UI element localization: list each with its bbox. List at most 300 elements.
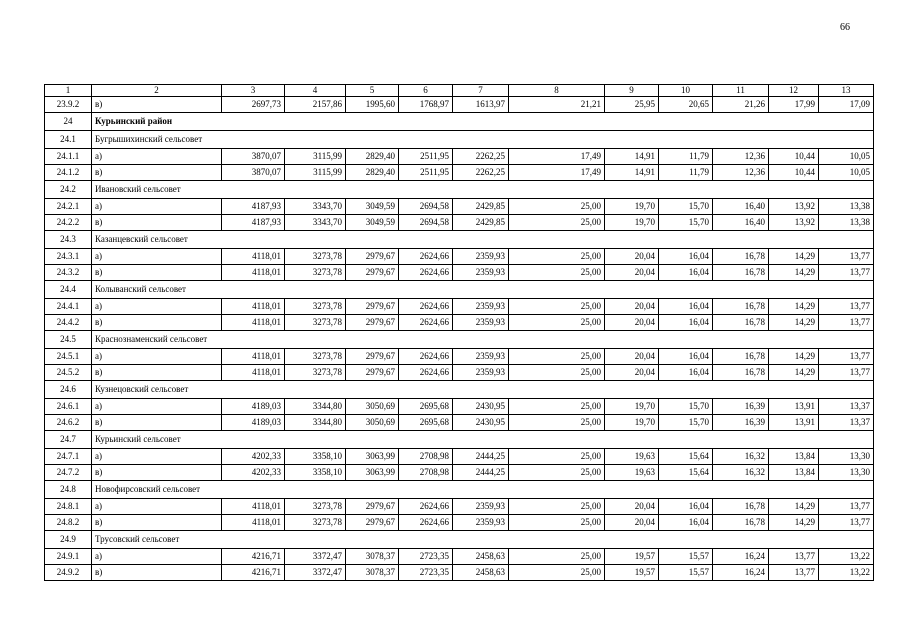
value-cell: 4118,01 xyxy=(222,265,285,281)
settlement-name: Казанцевский сельсовет xyxy=(92,231,874,249)
value-cell: 3273,78 xyxy=(285,249,346,265)
value-cell: 19,70 xyxy=(605,399,659,415)
row-code: 24.6.1 xyxy=(45,399,92,415)
value-cell: 15,64 xyxy=(659,449,713,465)
value-cell: 17,49 xyxy=(509,149,605,165)
value-cell: 25,00 xyxy=(509,499,605,515)
value-cell: 2444,25 xyxy=(453,449,509,465)
table-row xyxy=(45,349,874,365)
value-cell: 14,29 xyxy=(769,365,819,381)
row-option: в) xyxy=(92,415,222,431)
value-cell: 2708,98 xyxy=(399,465,453,481)
value-cell: 25,00 xyxy=(509,365,605,381)
row-code: 24.9.1 xyxy=(45,549,92,565)
value-cell: 2429,85 xyxy=(453,199,509,215)
value-cell: 4118,01 xyxy=(222,499,285,515)
value-cell: 2979,67 xyxy=(346,515,399,531)
table-row xyxy=(45,565,874,581)
value-cell: 3358,10 xyxy=(285,465,346,481)
value-cell: 3273,78 xyxy=(285,265,346,281)
value-cell: 3273,78 xyxy=(285,365,346,381)
row-option: а) xyxy=(92,499,222,515)
value-cell: 2624,66 xyxy=(399,315,453,331)
value-cell: 19,70 xyxy=(605,199,659,215)
value-cell: 2979,67 xyxy=(346,249,399,265)
row-code: 24.3.1 xyxy=(45,249,92,265)
value-cell: 14,91 xyxy=(605,149,659,165)
value-cell: 3078,37 xyxy=(346,549,399,565)
value-cell: 25,00 xyxy=(509,415,605,431)
value-cell: 3078,37 xyxy=(346,565,399,581)
value-cell: 16,24 xyxy=(713,549,769,565)
value-cell: 4118,01 xyxy=(222,299,285,315)
row-code: 24.3 xyxy=(45,231,92,249)
column-number-header: 6 xyxy=(399,85,453,97)
value-cell: 10,05 xyxy=(819,149,874,165)
row-code: 24.5 xyxy=(45,331,92,349)
row-option: в) xyxy=(92,215,222,231)
district-heading-row xyxy=(45,113,874,131)
column-number-header: 9 xyxy=(605,85,659,97)
value-cell: 16,78 xyxy=(713,365,769,381)
value-cell: 2359,93 xyxy=(453,365,509,381)
row-code: 24.6 xyxy=(45,381,92,399)
row-option: а) xyxy=(92,249,222,265)
value-cell: 16,39 xyxy=(713,415,769,431)
value-cell: 14,29 xyxy=(769,349,819,365)
value-cell: 16,04 xyxy=(659,265,713,281)
value-cell: 10,44 xyxy=(769,165,819,181)
value-cell: 25,00 xyxy=(509,549,605,565)
value-cell: 19,57 xyxy=(605,565,659,581)
value-cell: 3115,99 xyxy=(285,149,346,165)
value-cell: 16,04 xyxy=(659,499,713,515)
value-cell: 13,92 xyxy=(769,199,819,215)
row-option: а) xyxy=(92,549,222,565)
value-cell: 2979,67 xyxy=(346,315,399,331)
value-cell: 4202,33 xyxy=(222,465,285,481)
value-cell: 16,04 xyxy=(659,249,713,265)
value-cell: 25,00 xyxy=(509,349,605,365)
value-cell: 25,00 xyxy=(509,465,605,481)
value-cell: 16,04 xyxy=(659,349,713,365)
table-row xyxy=(45,465,874,481)
settlement-heading-row xyxy=(45,431,874,449)
value-cell: 13,84 xyxy=(769,449,819,465)
row-option: в) xyxy=(92,315,222,331)
row-option: в) xyxy=(92,97,222,113)
table-row xyxy=(45,399,874,415)
row-code: 24 xyxy=(45,113,92,131)
value-cell: 2979,67 xyxy=(346,349,399,365)
value-cell: 3273,78 xyxy=(285,299,346,315)
settlement-name: Колыванский сельсовет xyxy=(92,281,874,299)
value-cell: 3358,10 xyxy=(285,449,346,465)
value-cell: 3870,07 xyxy=(222,165,285,181)
settlement-heading-row xyxy=(45,531,874,549)
value-cell: 2624,66 xyxy=(399,249,453,265)
value-cell: 16,78 xyxy=(713,315,769,331)
value-cell: 16,78 xyxy=(713,515,769,531)
row-code: 24.4 xyxy=(45,281,92,299)
page-number: 66 xyxy=(840,22,850,33)
value-cell: 17,09 xyxy=(819,97,874,113)
settlement-heading-row xyxy=(45,381,874,399)
row-code: 24.6.2 xyxy=(45,415,92,431)
value-cell: 14,91 xyxy=(605,165,659,181)
value-cell: 16,40 xyxy=(713,215,769,231)
value-cell: 1995,60 xyxy=(346,97,399,113)
column-number-header: 10 xyxy=(659,85,713,97)
row-option: в) xyxy=(92,465,222,481)
column-number-header: 12 xyxy=(769,85,819,97)
table-row xyxy=(45,215,874,231)
value-cell: 25,00 xyxy=(509,515,605,531)
value-cell: 3344,80 xyxy=(285,399,346,415)
table-row xyxy=(45,365,874,381)
value-cell: 16,78 xyxy=(713,265,769,281)
settlement-heading-row xyxy=(45,131,874,149)
row-option: в) xyxy=(92,265,222,281)
value-cell: 4189,03 xyxy=(222,415,285,431)
value-cell: 2359,93 xyxy=(453,265,509,281)
value-cell: 3049,59 xyxy=(346,215,399,231)
value-cell: 25,00 xyxy=(509,565,605,581)
row-code: 23.9.2 xyxy=(45,97,92,113)
value-cell: 14,29 xyxy=(769,299,819,315)
row-option: в) xyxy=(92,165,222,181)
settlement-heading-row xyxy=(45,481,874,499)
value-cell: 15,57 xyxy=(659,549,713,565)
value-cell: 25,00 xyxy=(509,299,605,315)
column-number-header: 2 xyxy=(92,85,222,97)
value-cell: 2359,93 xyxy=(453,349,509,365)
value-cell: 4216,71 xyxy=(222,549,285,565)
value-cell: 14,29 xyxy=(769,515,819,531)
value-cell: 2430,95 xyxy=(453,399,509,415)
row-code: 24.2.2 xyxy=(45,215,92,231)
row-code: 24.8.2 xyxy=(45,515,92,531)
value-cell: 17,49 xyxy=(509,165,605,181)
value-cell: 16,04 xyxy=(659,299,713,315)
district-name: Курьинский район xyxy=(92,113,874,131)
value-cell: 1768,97 xyxy=(399,97,453,113)
value-cell: 21,26 xyxy=(713,97,769,113)
value-cell: 16,32 xyxy=(713,465,769,481)
row-option: в) xyxy=(92,515,222,531)
value-cell: 13,91 xyxy=(769,399,819,415)
value-cell: 13,77 xyxy=(819,365,874,381)
column-number-header: 3 xyxy=(222,85,285,97)
value-cell: 13,77 xyxy=(819,249,874,265)
value-cell: 14,29 xyxy=(769,315,819,331)
value-cell: 2979,67 xyxy=(346,499,399,515)
row-code: 24.1.2 xyxy=(45,165,92,181)
row-code: 24.7 xyxy=(45,431,92,449)
settlement-name: Новофирсовский сельсовет xyxy=(92,481,874,499)
value-cell: 3273,78 xyxy=(285,349,346,365)
row-code: 24.2 xyxy=(45,181,92,199)
value-cell: 2708,98 xyxy=(399,449,453,465)
settlement-heading-row xyxy=(45,281,874,299)
value-cell: 3273,78 xyxy=(285,499,346,515)
value-cell: 1613,97 xyxy=(453,97,509,113)
row-code: 24.1.1 xyxy=(45,149,92,165)
value-cell: 19,70 xyxy=(605,215,659,231)
value-cell: 13,77 xyxy=(819,349,874,365)
value-cell: 13,77 xyxy=(819,499,874,515)
value-cell: 16,32 xyxy=(713,449,769,465)
value-cell: 12,36 xyxy=(713,165,769,181)
row-option: в) xyxy=(92,365,222,381)
table-row xyxy=(45,199,874,215)
value-cell: 2359,93 xyxy=(453,315,509,331)
value-cell: 2624,66 xyxy=(399,515,453,531)
row-option: а) xyxy=(92,149,222,165)
value-cell: 2723,35 xyxy=(399,565,453,581)
value-cell: 2829,40 xyxy=(346,165,399,181)
value-cell: 16,04 xyxy=(659,365,713,381)
value-cell: 16,78 xyxy=(713,299,769,315)
row-option: а) xyxy=(92,399,222,415)
value-cell: 13,77 xyxy=(769,565,819,581)
column-number-header: 5 xyxy=(346,85,399,97)
table-row xyxy=(45,515,874,531)
value-cell: 19,63 xyxy=(605,465,659,481)
value-cell: 3344,80 xyxy=(285,415,346,431)
row-code: 24.8 xyxy=(45,481,92,499)
value-cell: 15,70 xyxy=(659,415,713,431)
value-cell: 13,91 xyxy=(769,415,819,431)
row-code: 24.8.1 xyxy=(45,499,92,515)
settlement-heading-row xyxy=(45,181,874,199)
value-cell: 13,84 xyxy=(769,465,819,481)
table-row xyxy=(45,165,874,181)
value-cell: 20,04 xyxy=(605,365,659,381)
value-cell: 13,77 xyxy=(819,515,874,531)
row-code: 24.1 xyxy=(45,131,92,149)
settlement-name: Краснознаменский сельсовет xyxy=(92,331,874,349)
column-number-header: 7 xyxy=(453,85,509,97)
value-cell: 2624,66 xyxy=(399,499,453,515)
settlement-name: Курьинский сельсовет xyxy=(92,431,874,449)
value-cell: 13,77 xyxy=(819,299,874,315)
row-code: 24.7.2 xyxy=(45,465,92,481)
value-cell: 12,36 xyxy=(713,149,769,165)
settlement-name: Кузнецовский сельсовет xyxy=(92,381,874,399)
value-cell: 13,77 xyxy=(819,265,874,281)
value-cell: 11,79 xyxy=(659,149,713,165)
value-cell: 2979,67 xyxy=(346,365,399,381)
value-cell: 2430,95 xyxy=(453,415,509,431)
value-cell: 15,70 xyxy=(659,399,713,415)
value-cell: 2359,93 xyxy=(453,299,509,315)
value-cell: 20,65 xyxy=(659,97,713,113)
value-cell: 3343,70 xyxy=(285,199,346,215)
value-cell: 13,37 xyxy=(819,399,874,415)
row-option: в) xyxy=(92,565,222,581)
value-cell: 4187,93 xyxy=(222,199,285,215)
value-cell: 15,64 xyxy=(659,465,713,481)
value-cell: 3870,07 xyxy=(222,149,285,165)
value-cell: 3063,99 xyxy=(346,449,399,465)
value-cell: 16,04 xyxy=(659,315,713,331)
value-cell: 25,00 xyxy=(509,315,605,331)
row-code: 24.2.1 xyxy=(45,199,92,215)
value-cell: 25,00 xyxy=(509,399,605,415)
value-cell: 3050,69 xyxy=(346,415,399,431)
value-cell: 20,04 xyxy=(605,249,659,265)
settlement-heading-row xyxy=(45,331,874,349)
value-cell: 13,38 xyxy=(819,215,874,231)
row-code: 24.5.2 xyxy=(45,365,92,381)
value-cell: 2359,93 xyxy=(453,499,509,515)
value-cell: 10,05 xyxy=(819,165,874,181)
value-cell: 25,00 xyxy=(509,249,605,265)
value-cell: 3063,99 xyxy=(346,465,399,481)
table-row xyxy=(45,449,874,465)
value-cell: 20,04 xyxy=(605,515,659,531)
value-cell: 13,30 xyxy=(819,465,874,481)
value-cell: 3372,47 xyxy=(285,549,346,565)
table-row xyxy=(45,315,874,331)
value-cell: 4187,93 xyxy=(222,215,285,231)
value-cell: 16,04 xyxy=(659,515,713,531)
value-cell: 16,78 xyxy=(713,249,769,265)
row-code: 24.9.2 xyxy=(45,565,92,581)
value-cell: 15,70 xyxy=(659,199,713,215)
value-cell: 20,04 xyxy=(605,265,659,281)
value-cell: 3049,59 xyxy=(346,199,399,215)
tariff-table xyxy=(44,84,874,581)
value-cell: 2624,66 xyxy=(399,265,453,281)
value-cell: 2262,25 xyxy=(453,149,509,165)
value-cell: 13,37 xyxy=(819,415,874,431)
value-cell: 21,21 xyxy=(509,97,605,113)
value-cell: 2697,73 xyxy=(222,97,285,113)
value-cell: 2444,25 xyxy=(453,465,509,481)
value-cell: 25,00 xyxy=(509,215,605,231)
value-cell: 16,39 xyxy=(713,399,769,415)
value-cell: 25,00 xyxy=(509,199,605,215)
row-code: 24.4.2 xyxy=(45,315,92,331)
value-cell: 25,00 xyxy=(509,449,605,465)
value-cell: 14,29 xyxy=(769,499,819,515)
value-cell: 13,22 xyxy=(819,565,874,581)
value-cell: 2511,95 xyxy=(399,165,453,181)
value-cell: 4118,01 xyxy=(222,349,285,365)
value-cell: 25,95 xyxy=(605,97,659,113)
value-cell: 11,79 xyxy=(659,165,713,181)
table-row xyxy=(45,249,874,265)
value-cell: 16,78 xyxy=(713,499,769,515)
table-row xyxy=(45,549,874,565)
value-cell: 13,38 xyxy=(819,199,874,215)
row-option: а) xyxy=(92,199,222,215)
value-cell: 20,04 xyxy=(605,299,659,315)
table-body xyxy=(45,85,874,581)
value-cell: 2429,85 xyxy=(453,215,509,231)
table-row xyxy=(45,499,874,515)
table-row xyxy=(45,265,874,281)
value-cell: 3343,70 xyxy=(285,215,346,231)
value-cell: 3050,69 xyxy=(346,399,399,415)
value-cell: 2359,93 xyxy=(453,515,509,531)
table-row xyxy=(45,299,874,315)
row-code: 24.4.1 xyxy=(45,299,92,315)
value-cell: 2359,93 xyxy=(453,249,509,265)
settlement-name: Ивановский сельсовет xyxy=(92,181,874,199)
value-cell: 3115,99 xyxy=(285,165,346,181)
value-cell: 4118,01 xyxy=(222,249,285,265)
value-cell: 3273,78 xyxy=(285,315,346,331)
value-cell: 13,92 xyxy=(769,215,819,231)
value-cell: 2262,25 xyxy=(453,165,509,181)
value-cell: 4189,03 xyxy=(222,399,285,415)
table-row xyxy=(45,415,874,431)
value-cell: 2624,66 xyxy=(399,365,453,381)
value-cell: 2694,58 xyxy=(399,215,453,231)
value-cell: 17,99 xyxy=(769,97,819,113)
column-number-header: 13 xyxy=(819,85,874,97)
row-code: 24.9 xyxy=(45,531,92,549)
value-cell: 4118,01 xyxy=(222,315,285,331)
value-cell: 14,29 xyxy=(769,265,819,281)
column-number-header: 4 xyxy=(285,85,346,97)
settlement-name: Трусовский сельсовет xyxy=(92,531,874,549)
value-cell: 2694,58 xyxy=(399,199,453,215)
column-number-header-row xyxy=(45,85,874,97)
value-cell: 13,77 xyxy=(769,549,819,565)
value-cell: 4118,01 xyxy=(222,365,285,381)
value-cell: 3372,47 xyxy=(285,565,346,581)
value-cell: 25,00 xyxy=(509,265,605,281)
value-cell: 2458,63 xyxy=(453,565,509,581)
value-cell: 2695,68 xyxy=(399,399,453,415)
settlement-heading-row xyxy=(45,231,874,249)
value-cell: 2695,68 xyxy=(399,415,453,431)
row-code: 24.5.1 xyxy=(45,349,92,365)
value-cell: 2511,95 xyxy=(399,149,453,165)
value-cell: 13,77 xyxy=(819,315,874,331)
value-cell: 20,04 xyxy=(605,349,659,365)
value-cell: 19,70 xyxy=(605,415,659,431)
value-cell: 19,63 xyxy=(605,449,659,465)
value-cell: 19,57 xyxy=(605,549,659,565)
settlement-name: Бугрышихинский сельсовет xyxy=(92,131,874,149)
value-cell: 3273,78 xyxy=(285,515,346,531)
row-code: 24.7.1 xyxy=(45,449,92,465)
value-cell: 4202,33 xyxy=(222,449,285,465)
value-cell: 20,04 xyxy=(605,315,659,331)
value-cell: 4216,71 xyxy=(222,565,285,581)
value-cell: 13,30 xyxy=(819,449,874,465)
value-cell: 2979,67 xyxy=(346,265,399,281)
row-option: а) xyxy=(92,299,222,315)
value-cell: 2624,66 xyxy=(399,299,453,315)
value-cell: 2723,35 xyxy=(399,549,453,565)
value-cell: 2829,40 xyxy=(346,149,399,165)
row-code: 24.3.2 xyxy=(45,265,92,281)
value-cell: 10,44 xyxy=(769,149,819,165)
column-number-header: 1 xyxy=(45,85,92,97)
column-number-header: 11 xyxy=(713,85,769,97)
value-cell: 2458,63 xyxy=(453,549,509,565)
value-cell: 4118,01 xyxy=(222,515,285,531)
value-cell: 13,22 xyxy=(819,549,874,565)
value-cell: 16,24 xyxy=(713,565,769,581)
row-option: а) xyxy=(92,349,222,365)
